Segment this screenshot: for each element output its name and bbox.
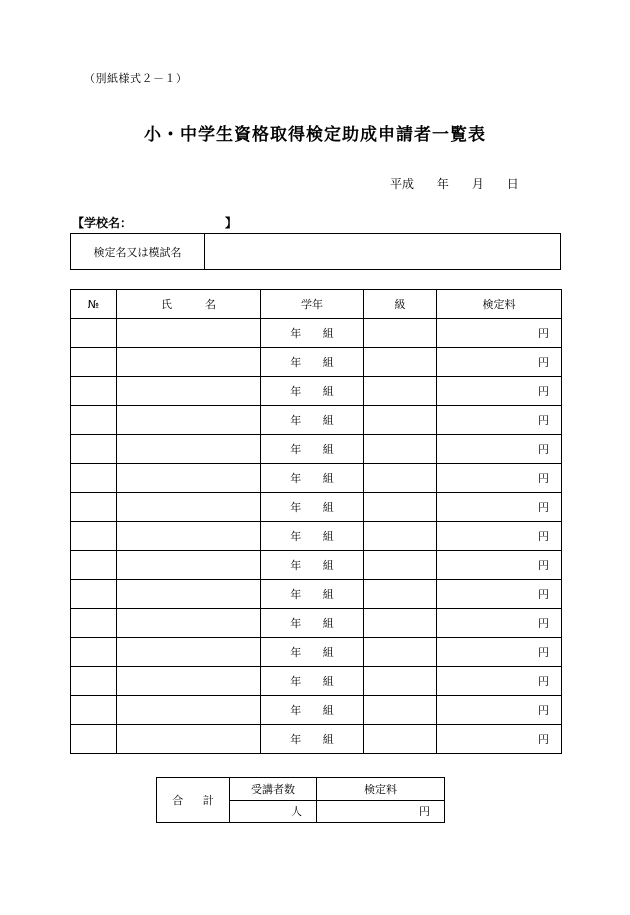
row-no-cell[interactable] [71,406,117,435]
date-month-unit: 月 [471,177,484,191]
table-row [71,725,562,754]
table-row [71,377,562,406]
row-name-cell[interactable] [117,667,261,696]
row-grade-cell[interactable]: 年 組 [261,435,364,464]
table-header-row [71,290,562,319]
date-line [390,175,519,192]
table-row [71,319,562,348]
table-row [71,406,562,435]
row-grade-cell[interactable]: 年 組 [261,348,364,377]
row-level-cell[interactable] [364,580,437,609]
row-grade-cell[interactable]: 年 組 [261,493,364,522]
date-day-unit: 日 [506,177,519,191]
table-row [71,551,562,580]
row-no-cell[interactable] [71,609,117,638]
row-fee-cell[interactable]: 円 [437,551,562,580]
row-name-cell[interactable] [117,580,261,609]
row-no-cell[interactable] [71,522,117,551]
header-name: 氏 名 [117,290,261,319]
table-row [71,667,562,696]
exam-name-table [70,233,561,270]
row-name-cell[interactable] [117,435,261,464]
row-grade-cell[interactable]: 年 組 [261,667,364,696]
total-fee-field[interactable]: 円 [317,800,445,823]
row-no-cell[interactable] [71,319,117,348]
header-no: № [71,290,117,319]
row-level-cell[interactable] [364,435,437,464]
row-name-cell[interactable] [117,377,261,406]
row-no-cell[interactable] [71,638,117,667]
row-no-cell[interactable] [71,667,117,696]
row-level-cell[interactable] [364,319,437,348]
row-name-cell[interactable] [117,493,261,522]
row-no-cell[interactable] [71,725,117,754]
table-row [71,493,562,522]
row-no-cell[interactable] [71,551,117,580]
row-name-cell[interactable] [117,319,261,348]
row-no-cell[interactable] [71,580,117,609]
row-grade-cell[interactable]: 年 組 [261,725,364,754]
row-fee-cell[interactable]: 円 [437,435,562,464]
school-name-line [72,214,238,231]
row-grade-cell[interactable]: 年 組 [261,551,364,580]
row-grade-cell[interactable]: 年 組 [261,406,364,435]
row-grade-cell[interactable]: 年 組 [261,580,364,609]
date-era: 平成 [390,177,415,191]
row-fee-cell[interactable]: 円 [437,725,562,754]
table-row [71,435,562,464]
row-level-cell[interactable] [364,667,437,696]
document-title: 小・中学生資格取得検定助成申請者一覧表 [144,125,486,145]
row-level-cell[interactable] [364,493,437,522]
table-row [71,580,562,609]
row-level-cell[interactable] [364,725,437,754]
row-grade-cell[interactable]: 年 組 [261,696,364,725]
row-no-cell[interactable] [71,493,117,522]
row-level-cell[interactable] [364,522,437,551]
row-name-cell[interactable] [117,725,261,754]
row-level-cell[interactable] [364,696,437,725]
participant-count-header: 受講者数 [230,778,317,801]
date-year-unit: 年 [436,177,449,191]
row-name-cell[interactable] [117,522,261,551]
row-no-cell[interactable] [71,696,117,725]
row-grade-cell[interactable]: 年 組 [261,377,364,406]
header-level: 級 [364,290,437,319]
row-level-cell[interactable] [364,348,437,377]
row-name-cell[interactable] [117,638,261,667]
exam-name-field[interactable] [205,234,561,270]
row-fee-cell[interactable]: 円 [437,522,562,551]
row-level-cell[interactable] [364,464,437,493]
row-name-cell[interactable] [117,348,261,377]
header-fee: 検定料 [437,290,562,319]
row-fee-cell[interactable]: 円 [437,580,562,609]
row-name-cell[interactable] [117,406,261,435]
row-no-cell[interactable] [71,348,117,377]
row-grade-cell[interactable]: 年 組 [261,638,364,667]
row-fee-cell[interactable]: 円 [437,348,562,377]
applicant-table [70,289,562,754]
row-name-cell[interactable] [117,464,261,493]
table-row [71,464,562,493]
row-fee-cell[interactable]: 円 [437,377,562,406]
row-fee-cell[interactable]: 円 [437,696,562,725]
row-no-cell[interactable] [71,464,117,493]
row-level-cell[interactable] [364,551,437,580]
row-fee-cell[interactable]: 円 [437,609,562,638]
table-row [71,522,562,551]
row-fee-cell[interactable]: 円 [437,638,562,667]
row-no-cell[interactable] [71,435,117,464]
row-grade-cell[interactable]: 年 組 [261,522,364,551]
row-fee-cell[interactable]: 円 [437,319,562,348]
row-level-cell[interactable] [364,377,437,406]
exam-name-label: 検定名又は模試名 [71,234,205,270]
total-fee-header: 検定料 [317,778,445,801]
row-fee-cell[interactable]: 円 [437,493,562,522]
participant-count-field[interactable]: 人 [230,800,317,823]
table-row [71,348,562,377]
row-no-cell[interactable] [71,377,117,406]
row-level-cell[interactable] [364,638,437,667]
school-name-close-bracket: 】 [225,216,238,230]
table-row [71,638,562,667]
row-grade-cell[interactable]: 年 組 [261,319,364,348]
header-grade: 学年 [261,290,364,319]
row-fee-cell[interactable]: 円 [437,667,562,696]
row-fee-cell[interactable]: 円 [437,406,562,435]
row-level-cell[interactable] [364,406,437,435]
summary-table [156,777,445,823]
row-grade-cell[interactable]: 年 組 [261,464,364,493]
row-level-cell[interactable] [364,609,437,638]
total-label: 合 計 [157,778,230,823]
row-name-cell[interactable] [117,609,261,638]
row-grade-cell[interactable]: 年 組 [261,609,364,638]
form-reference: （別紙様式２－１） [84,72,188,85]
row-name-cell[interactable] [117,551,261,580]
row-fee-cell[interactable]: 円 [437,464,562,493]
school-name-label: 【学校名： [72,216,133,230]
table-row [71,609,562,638]
row-name-cell[interactable] [117,696,261,725]
table-row [71,696,562,725]
